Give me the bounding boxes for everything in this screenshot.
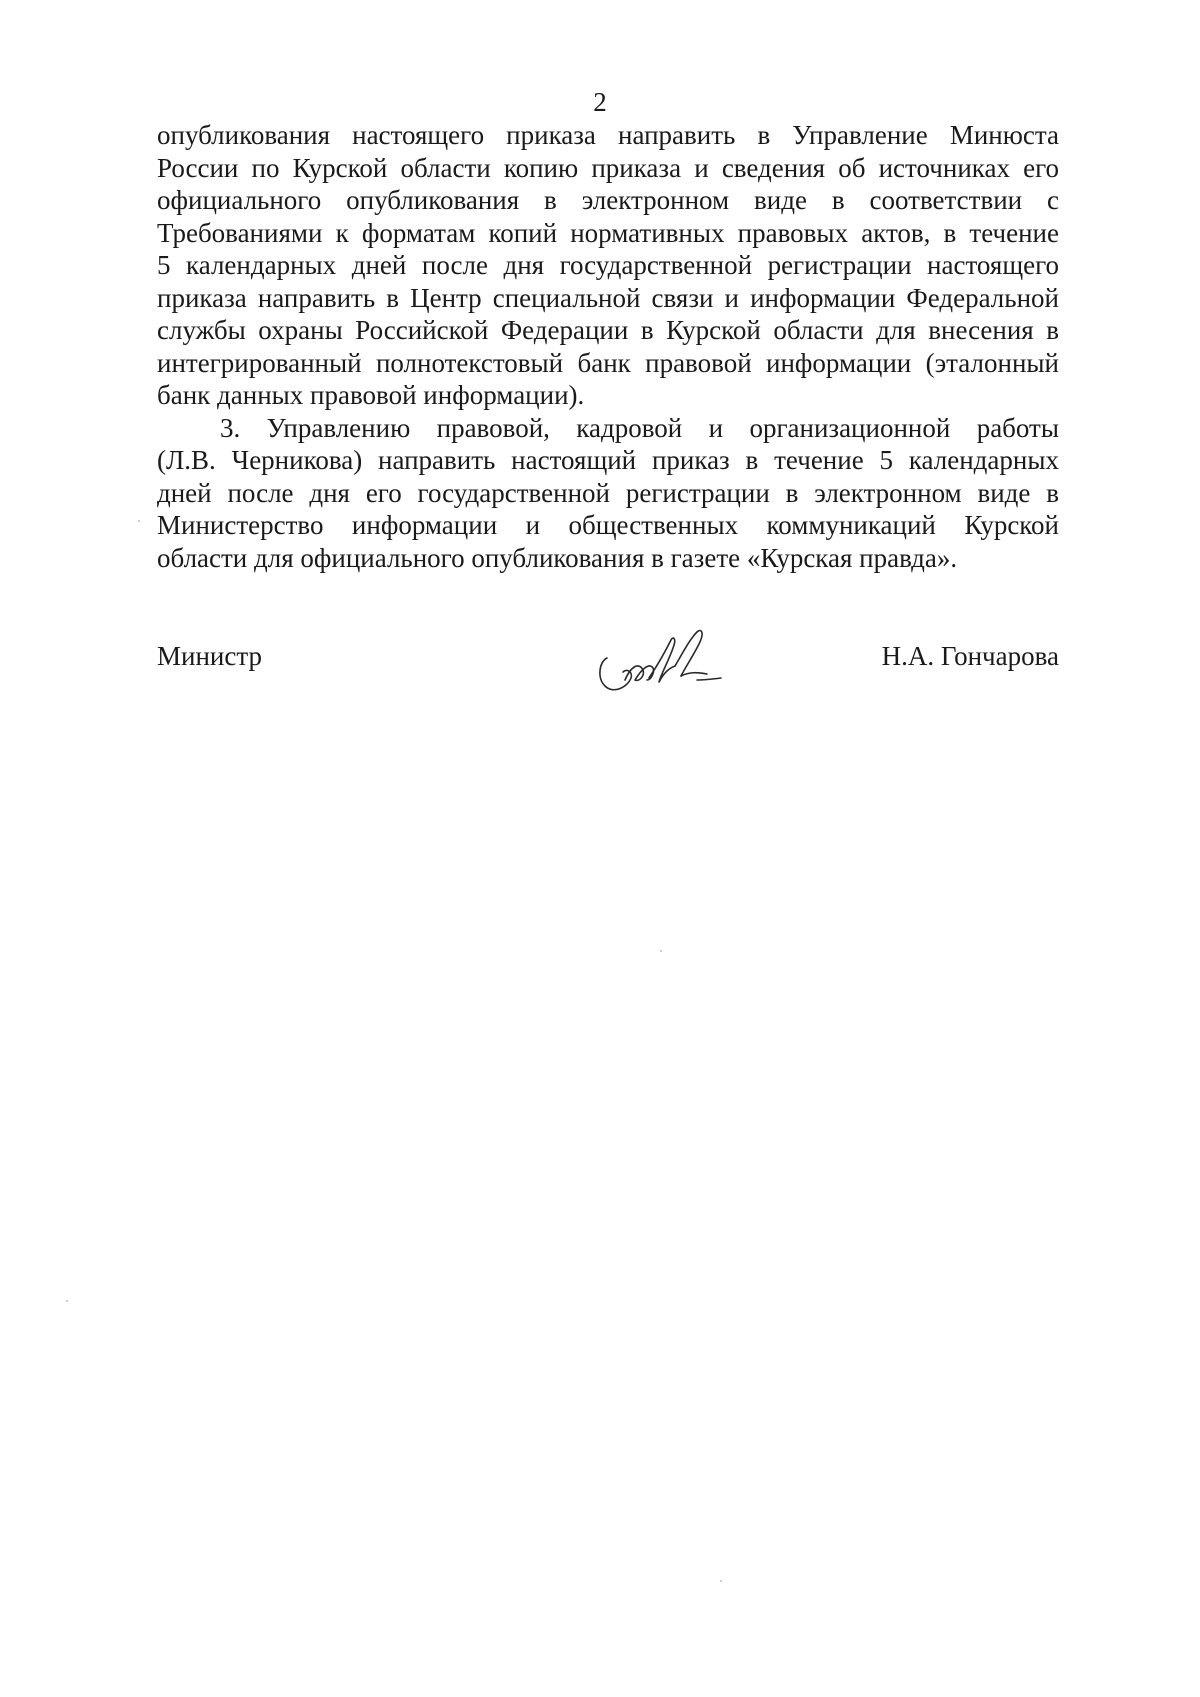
paragraph-item-3 bbox=[157, 412, 1059, 575]
text-line: приказа направить в Центр специальной связи и информации Федеральной bbox=[157, 282, 1059, 313]
scan-speck bbox=[138, 520, 140, 522]
text-line: интегрированный полнотекстовый банк правовой информации (эталонный bbox=[157, 347, 1059, 378]
text-line: (Л.В. Черникова) направить настоящий приказ в течение 5 календарных bbox=[157, 445, 1059, 475]
scan-speck bbox=[66, 1300, 68, 1302]
text-line: дней после дня его государственной регистрации в электронном виде в bbox=[157, 477, 1059, 508]
page-number: 2 bbox=[593, 87, 607, 117]
text-line: Министерство информации и общественных коммуникаций Курской bbox=[157, 510, 1059, 540]
signature-block bbox=[157, 640, 1059, 710]
text-line: России по Курской области копию приказа и сведения об источниках его bbox=[157, 152, 1059, 183]
text-line: 3. Управлению правовой, кадровой и организационной работы bbox=[220, 412, 1059, 443]
signatory-name: Н.А. Гончарова bbox=[881, 641, 1059, 671]
scan-speck bbox=[720, 1580, 722, 1582]
text-line: опубликования настоящего приказа направить в Управление Минюста bbox=[157, 120, 1059, 150]
handwritten-signature-icon bbox=[589, 622, 739, 704]
text-line: банк данных правовой информации). bbox=[157, 380, 585, 410]
text-line: области для официального опубликования в газете «Курская правда». bbox=[157, 542, 958, 573]
signatory-position: Министр bbox=[157, 641, 262, 671]
scan-speck bbox=[660, 950, 662, 952]
text-line: Требованиями к форматам копий нормативных правовых актов, в течение bbox=[157, 217, 1059, 248]
text-line: официального опубликования в электронном виде в соответствии с bbox=[157, 185, 1059, 215]
text-line: 5 календарных дней после дня государственной регистрации настоящего bbox=[157, 250, 1059, 280]
text-line: службы охраны Российской Федерации в Курской области для внесения в bbox=[157, 315, 1059, 345]
paragraph-continuation bbox=[157, 119, 1059, 412]
document-body bbox=[157, 119, 1059, 574]
